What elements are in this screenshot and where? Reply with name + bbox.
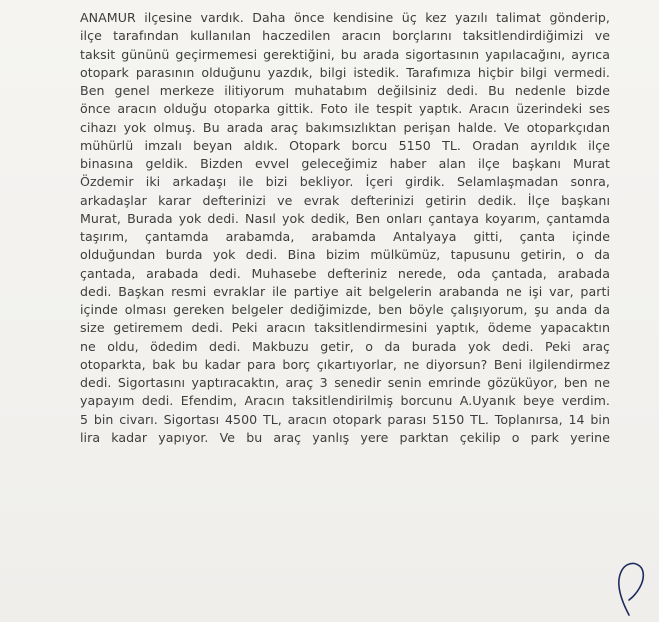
text-line: lira kadar yapıyor. Ve bu araç yanlış yere parktan çekilip o park yerine xyxy=(80,429,610,445)
text-line: ilçe tarafından kullanılan haczedilen aracın borçlarını taksitlendirdiğimizi ve xyxy=(80,28,610,44)
text-line: önce aracın olduğu otoparka gittik. Foto ile tespit yaptık. Aracın üzerindeki ses xyxy=(80,101,610,117)
text-line: Ben genel merkeze ilitiyorum muhatabım değilsiniz dedi. Bu nedenle bizde xyxy=(80,83,610,98)
text-line: çantada, arabada dedi. Muhasebe defteriniz nerede, oda çantada, arabada xyxy=(80,265,610,281)
text-line: içinde olması gereken belgeler dediğimizde, ben böyle çalışıyorum, şu anda da xyxy=(80,302,610,317)
text-line: 5 bin civarı. Sigortası 4500 TL, aracın otopark parası 5150 TL. Toplanırsa, 14 bin xyxy=(80,411,610,427)
document-body xyxy=(80,9,610,447)
text-line: taşırım, çantamda arabamda, arabamda Antalyaya gitti, çanta içinde xyxy=(80,229,610,244)
text-line: size getiremem dedi. Peki aracın taksitlendirmesini yaptık, ödeme yapacaktın xyxy=(80,320,610,336)
text-line: yapayım dedi. Efendim, Aracın taksitlendirilmiş borcunu A.Uyanık beye verdim. xyxy=(80,393,610,409)
text-line: arkadaşlar karar defterinizi ve evrak defterinizi getirin dedik. İlçe başkanı xyxy=(80,192,610,208)
text-line: binasına geldik. Bizden evvel geleceğimiz haber alan ilçe başkanı Murat xyxy=(80,156,610,171)
text-line: ANAMUR ilçesine vardık. Daha önce kendisine üç kez yazılı talimat gönderip, xyxy=(80,10,610,25)
text-line: Özdemir iki arkadaşı ile bizi bekliyor. İçeri girdik. Selamlaşmadan sonra, xyxy=(80,174,610,190)
text-line: Murat, Burada yok dedi. Nasıl yok dedik, Ben onları çantaya koyarım, çantamda xyxy=(80,210,610,226)
text-line: dedi. Sigortasını yaptıracaktın, araç 3 senedir senin emrinde gözüküyor, ben ne xyxy=(80,375,610,390)
text-line: mühürlü imzalı beyan aldık. Otopark borcu 5150 TL. Oradan ayrıldık ilçe xyxy=(80,137,610,153)
text-line: ne oldu, ödedim dedi. Makbuzu getir, o da burada yok dedi. Peki araç xyxy=(80,338,610,354)
text-line: taksit gününü geçirmemesi gerektiğini, bu arada sigortasının yapılacağını, ayrıca xyxy=(80,46,610,62)
text-line: otoparkta, bak bu kadar para borç çıkartıyorlar, ne diyorsun? Beni ilgilendirmez xyxy=(80,356,610,372)
text-line: dedi. Başkan resmi evraklar ile partiye ait belgelerin arabanda ne işi var, parti xyxy=(80,283,610,299)
text-line: olduğundan burda yok dedi. Bina bizim mülkümüz, tapusunu getirin, o da xyxy=(80,247,610,263)
text-line: otopark parasının olduğunu yazdık, bilgi istedik. Tarafımıza hiçbir bilgi vermedi. xyxy=(80,64,610,80)
text-line: cihazı yok olmuş. Bu arada araç bakımsızlıktan perişan halde. Ve otoparkçıdan xyxy=(80,119,610,135)
handwritten-signature-mark-icon xyxy=(607,560,651,618)
